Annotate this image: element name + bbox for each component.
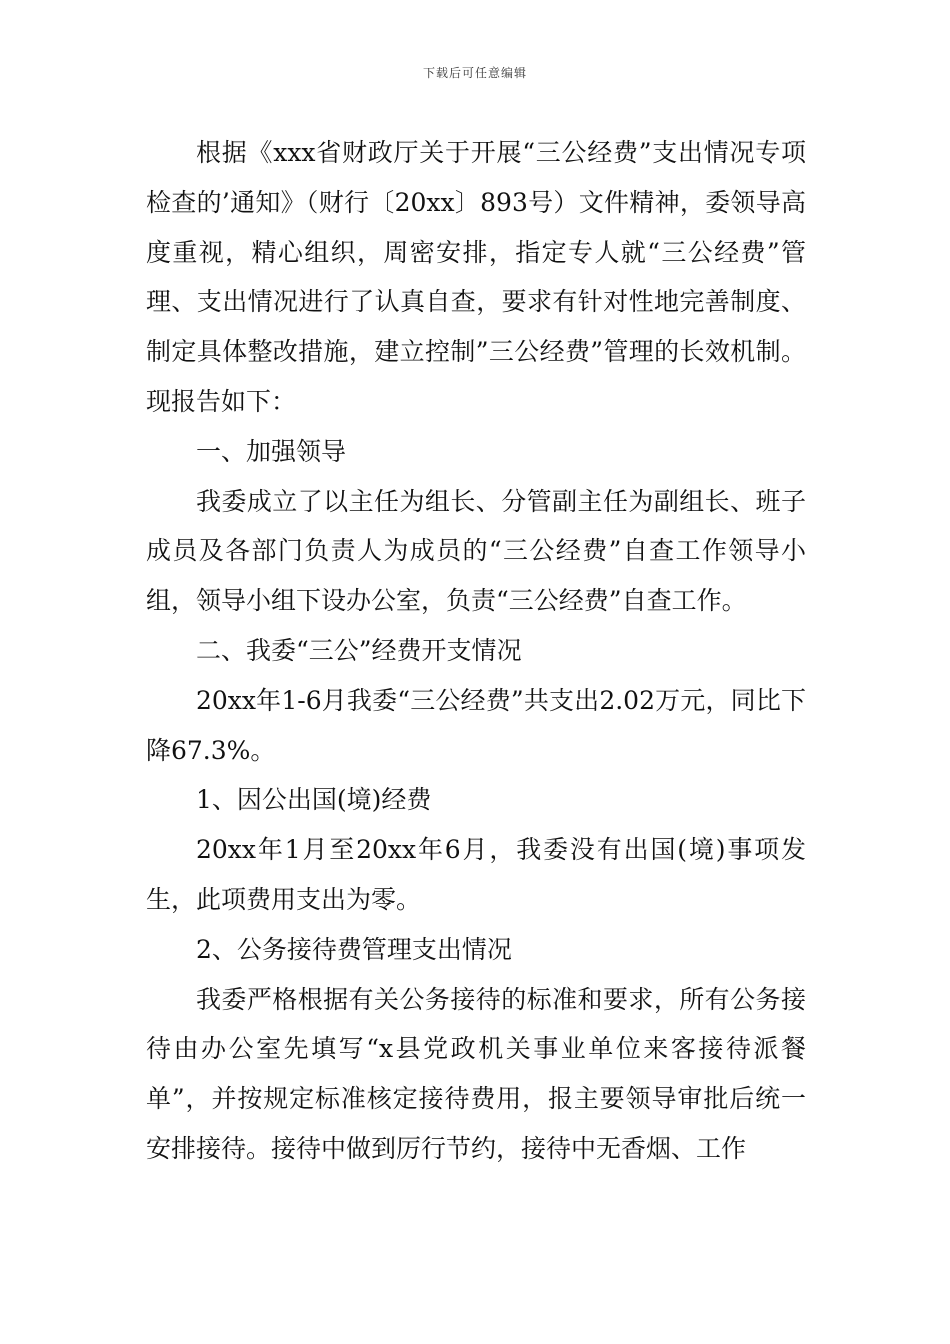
paragraph-intro: 根据《xxx省财政厅关于开展“三公经费”支出情况专项检查的’通知》（财行〔20xx〕893号）文件精神，委领导高度重视，精心组织，周密安排，指定专人就“三公经费”管理、支出情况进行了认真自查，要求有针对性地完善制度、制定具体整改措施，建立控制”三公经费”管理的长效机制。现报告如下： [146, 138, 806, 416]
paragraph-reception: 我委严格根据有关公务接待的标准和要求，所有公务接待由办公室先填写“x县党政机关事业单位来客接待派餐单”，并按规定标准核定接待费用，报主要领导审批后统一安排接待。接待中做到厉行节约，接待中无香烟、工作 [146, 984, 806, 1163]
section-heading-2: 二、我委“三公”经费开支情况 [196, 635, 522, 665]
subheading-overseas-travel: 1、因公出国(境)经费 [196, 785, 432, 815]
paragraph-leadership: 我委成立了以主任为组长、分管副主任为副组长、班子成员及各部门负责人为成员的“三公经费”自查工作领导小组，领导小组下设办公室，负责“三公经费”自查工作。 [146, 486, 806, 616]
paragraph-overseas-travel: 20xx年1月至20xx年6月，我委没有出国(境)事项发生，此项费用支出为零。 [146, 835, 806, 914]
page-header-note: 下载后可任意编辑 [422, 66, 527, 80]
document-body [146, 128, 806, 1174]
subheading-reception: 2、公务接待费管理支出情况 [196, 934, 512, 964]
section-heading-1: 一、加强领导 [196, 436, 347, 466]
paragraph-expenditure-summary: 20xx年1-6月我委“三公经费”共支出2.02万元，同比下降67.3%。 [146, 685, 806, 765]
